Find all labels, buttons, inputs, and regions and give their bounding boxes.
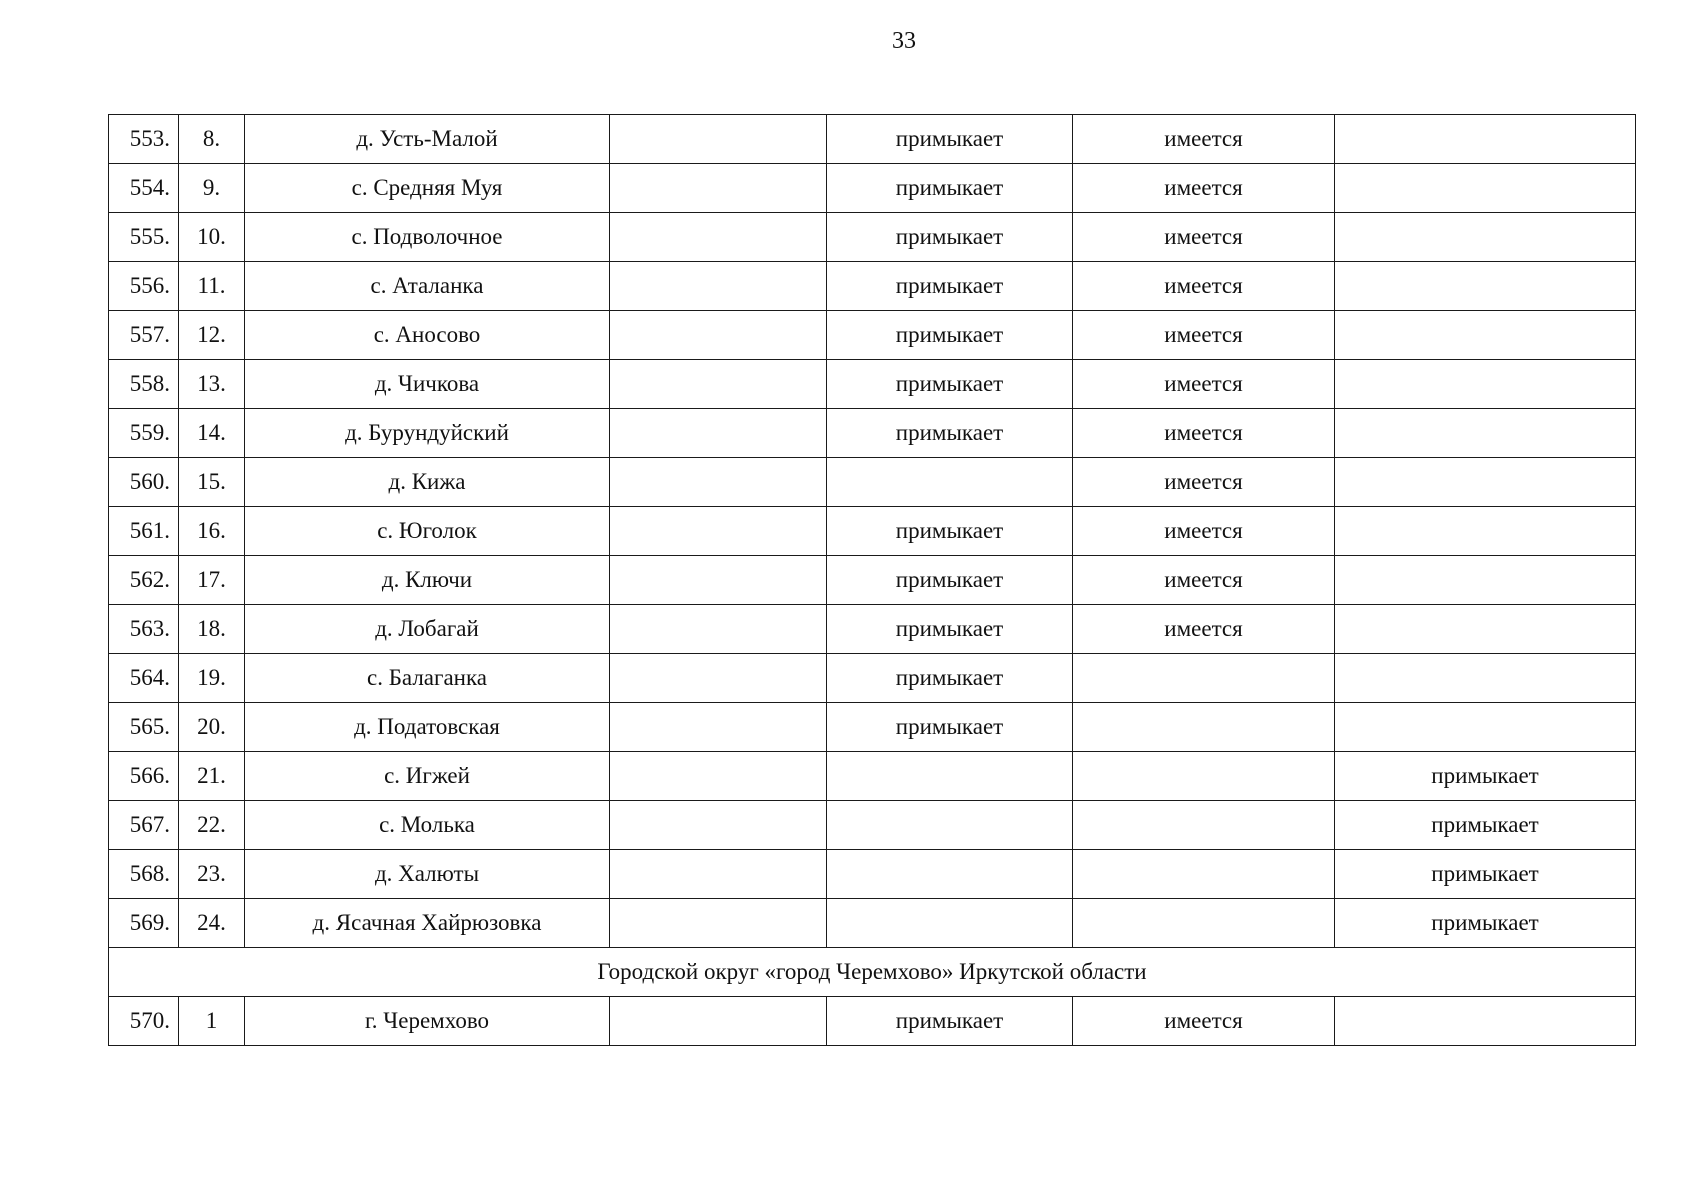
row-sub-number: 12. bbox=[179, 311, 245, 360]
cell-col6: имеется bbox=[1073, 458, 1335, 507]
cell-col4 bbox=[610, 507, 827, 556]
cell-col7 bbox=[1335, 997, 1636, 1046]
cell-col6 bbox=[1073, 752, 1335, 801]
row-number: 559. bbox=[109, 409, 179, 458]
section-title: Городской округ «город Черемхово» Иркутской области bbox=[109, 948, 1636, 997]
settlement-name: с. Молька bbox=[245, 801, 610, 850]
row-number: 557. bbox=[109, 311, 179, 360]
row-sub-number: 22. bbox=[179, 801, 245, 850]
settlement-name: с. Юголок bbox=[245, 507, 610, 556]
table-row bbox=[109, 115, 1636, 164]
cell-col4 bbox=[610, 409, 827, 458]
table-row bbox=[109, 654, 1636, 703]
cell-col4 bbox=[610, 899, 827, 948]
cell-col7 bbox=[1335, 507, 1636, 556]
cell-col4 bbox=[610, 605, 827, 654]
cell-col4 bbox=[610, 115, 827, 164]
cell-col6 bbox=[1073, 850, 1335, 899]
cell-col4 bbox=[610, 801, 827, 850]
settlement-name: г. Черемхово bbox=[245, 997, 610, 1046]
cell-col5: примыкает bbox=[827, 605, 1073, 654]
cell-col6: имеется bbox=[1073, 115, 1335, 164]
cell-col4 bbox=[610, 360, 827, 409]
cell-col6: имеется bbox=[1073, 262, 1335, 311]
cell-col5 bbox=[827, 458, 1073, 507]
row-number: 565. bbox=[109, 703, 179, 752]
settlement-name: д. Халюты bbox=[245, 850, 610, 899]
table-row bbox=[109, 899, 1636, 948]
cell-col5 bbox=[827, 899, 1073, 948]
settlement-name: с. Балаганка bbox=[245, 654, 610, 703]
row-number: 554. bbox=[109, 164, 179, 213]
settlement-name: д. Ясачная Хайрюзовка bbox=[245, 899, 610, 948]
cell-col7 bbox=[1335, 605, 1636, 654]
table-row bbox=[109, 360, 1636, 409]
row-number: 556. bbox=[109, 262, 179, 311]
cell-col5 bbox=[827, 752, 1073, 801]
cell-col7 bbox=[1335, 164, 1636, 213]
table-row bbox=[109, 801, 1636, 850]
settlement-name: д. Кижа bbox=[245, 458, 610, 507]
cell-col4 bbox=[610, 703, 827, 752]
cell-col4 bbox=[610, 997, 827, 1046]
settlement-name: д. Усть-Малой bbox=[245, 115, 610, 164]
row-sub-number: 11. bbox=[179, 262, 245, 311]
row-number: 560. bbox=[109, 458, 179, 507]
cell-col5 bbox=[827, 801, 1073, 850]
cell-col5 bbox=[827, 850, 1073, 899]
cell-col7: примыкает bbox=[1335, 850, 1636, 899]
row-sub-number: 15. bbox=[179, 458, 245, 507]
table-row bbox=[109, 311, 1636, 360]
row-sub-number: 17. bbox=[179, 556, 245, 605]
settlement-name: с. Средняя Муя bbox=[245, 164, 610, 213]
cell-col7: примыкает bbox=[1335, 752, 1636, 801]
table-row bbox=[109, 458, 1636, 507]
table-row bbox=[109, 556, 1636, 605]
table-row bbox=[109, 262, 1636, 311]
cell-col5: примыкает bbox=[827, 213, 1073, 262]
cell-col7 bbox=[1335, 213, 1636, 262]
cell-col4 bbox=[610, 213, 827, 262]
row-number: 555. bbox=[109, 213, 179, 262]
page-number: 33 bbox=[892, 28, 916, 54]
row-sub-number: 8. bbox=[179, 115, 245, 164]
cell-col6 bbox=[1073, 899, 1335, 948]
cell-col6: имеется bbox=[1073, 311, 1335, 360]
cell-col4 bbox=[610, 556, 827, 605]
cell-col6: имеется bbox=[1073, 164, 1335, 213]
settlement-name: с. Подволочное bbox=[245, 213, 610, 262]
cell-col7: примыкает bbox=[1335, 801, 1636, 850]
settlement-name: д. Бурундуйский bbox=[245, 409, 610, 458]
cell-col7: примыкает bbox=[1335, 899, 1636, 948]
row-number: 553. bbox=[109, 115, 179, 164]
settlement-name: с. Аталанка bbox=[245, 262, 610, 311]
settlement-name: д. Чичкова bbox=[245, 360, 610, 409]
row-number: 570. bbox=[109, 997, 179, 1046]
cell-col6: имеется bbox=[1073, 556, 1335, 605]
cell-col5: примыкает bbox=[827, 115, 1073, 164]
settlement-name: с. Игжей bbox=[245, 752, 610, 801]
section-row bbox=[109, 948, 1636, 997]
row-sub-number: 18. bbox=[179, 605, 245, 654]
row-sub-number: 21. bbox=[179, 752, 245, 801]
row-sub-number: 19. bbox=[179, 654, 245, 703]
cell-col5: примыкает bbox=[827, 654, 1073, 703]
cell-col4 bbox=[610, 752, 827, 801]
row-number: 568. bbox=[109, 850, 179, 899]
cell-col7 bbox=[1335, 262, 1636, 311]
cell-col4 bbox=[610, 654, 827, 703]
cell-col5: примыкает bbox=[827, 262, 1073, 311]
row-sub-number: 23. bbox=[179, 850, 245, 899]
settlement-name: д. Лобагай bbox=[245, 605, 610, 654]
cell-col7 bbox=[1335, 703, 1636, 752]
cell-col4 bbox=[610, 164, 827, 213]
cell-col4 bbox=[610, 311, 827, 360]
table-row bbox=[109, 703, 1636, 752]
cell-col4 bbox=[610, 850, 827, 899]
table-row bbox=[109, 213, 1636, 262]
table-row bbox=[109, 507, 1636, 556]
cell-col7 bbox=[1335, 311, 1636, 360]
cell-col5: примыкает bbox=[827, 703, 1073, 752]
cell-col4 bbox=[610, 262, 827, 311]
cell-col5: примыкает bbox=[827, 164, 1073, 213]
cell-col7 bbox=[1335, 115, 1636, 164]
settlement-name: д. Податовская bbox=[245, 703, 610, 752]
cell-col6 bbox=[1073, 703, 1335, 752]
settlement-name: д. Ключи bbox=[245, 556, 610, 605]
cell-col6: имеется bbox=[1073, 997, 1335, 1046]
row-sub-number: 10. bbox=[179, 213, 245, 262]
row-sub-number: 1 bbox=[179, 997, 245, 1046]
cell-col6 bbox=[1073, 654, 1335, 703]
cell-col6: имеется bbox=[1073, 213, 1335, 262]
cell-col5: примыкает bbox=[827, 507, 1073, 556]
cell-col7 bbox=[1335, 654, 1636, 703]
table-row bbox=[109, 605, 1636, 654]
table-row bbox=[109, 409, 1636, 458]
table-row bbox=[109, 752, 1636, 801]
table-body bbox=[109, 115, 1636, 1046]
row-number: 569. bbox=[109, 899, 179, 948]
row-sub-number: 24. bbox=[179, 899, 245, 948]
settlements-table bbox=[108, 114, 1636, 1046]
cell-col5: примыкает bbox=[827, 556, 1073, 605]
settlement-name: с. Аносово bbox=[245, 311, 610, 360]
row-number: 561. bbox=[109, 507, 179, 556]
row-number: 558. bbox=[109, 360, 179, 409]
table-row bbox=[109, 164, 1636, 213]
cell-col6: имеется bbox=[1073, 360, 1335, 409]
cell-col5: примыкает bbox=[827, 311, 1073, 360]
cell-col6: имеется bbox=[1073, 605, 1335, 654]
cell-col7 bbox=[1335, 556, 1636, 605]
row-number: 563. bbox=[109, 605, 179, 654]
cell-col5: примыкает bbox=[827, 997, 1073, 1046]
row-sub-number: 14. bbox=[179, 409, 245, 458]
row-sub-number: 16. bbox=[179, 507, 245, 556]
row-number: 564. bbox=[109, 654, 179, 703]
cell-col4 bbox=[610, 458, 827, 507]
cell-col6: имеется bbox=[1073, 507, 1335, 556]
cell-col6: имеется bbox=[1073, 409, 1335, 458]
row-number: 562. bbox=[109, 556, 179, 605]
row-number: 566. bbox=[109, 752, 179, 801]
cell-col5: примыкает bbox=[827, 360, 1073, 409]
row-sub-number: 20. bbox=[179, 703, 245, 752]
cell-col7 bbox=[1335, 458, 1636, 507]
cell-col7 bbox=[1335, 409, 1636, 458]
cell-col5: примыкает bbox=[827, 409, 1073, 458]
row-number: 567. bbox=[109, 801, 179, 850]
table-row bbox=[109, 997, 1636, 1046]
cell-col7 bbox=[1335, 360, 1636, 409]
table-row bbox=[109, 850, 1636, 899]
row-sub-number: 9. bbox=[179, 164, 245, 213]
cell-col6 bbox=[1073, 801, 1335, 850]
row-sub-number: 13. bbox=[179, 360, 245, 409]
